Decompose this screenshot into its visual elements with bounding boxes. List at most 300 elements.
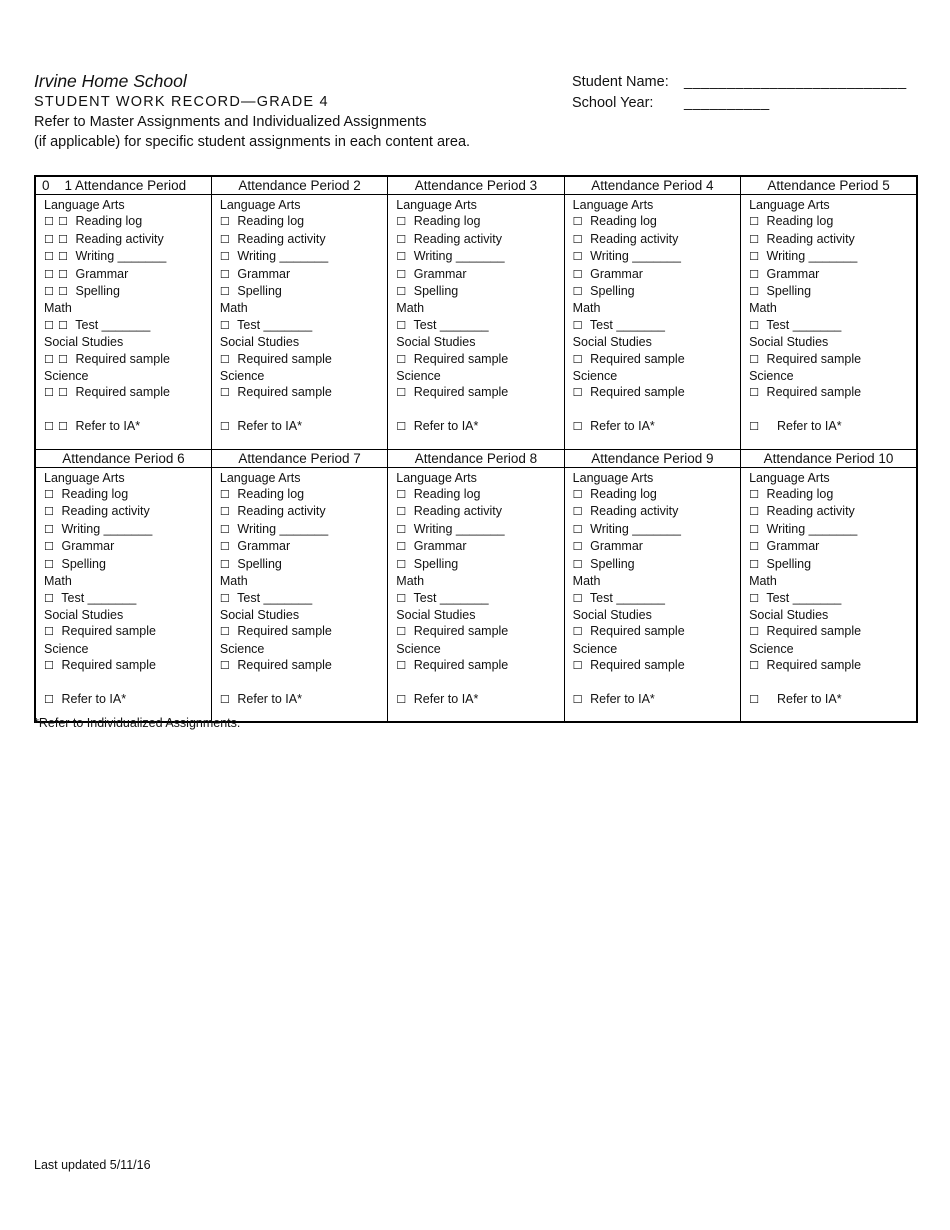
item-label: Language Arts [44,198,125,212]
checkbox[interactable]: ☐ [749,540,759,554]
item-label: Required sample [413,351,509,366]
item-label: Math [749,301,777,316]
checkbox[interactable]: ☐ [44,522,54,536]
checkbox[interactable]: ☐ [219,505,230,519]
checkbox[interactable]: ☐ [396,352,407,366]
checkbox[interactable]: ☐ [396,250,407,264]
checkbox[interactable]: ☐ [219,420,230,434]
item-label: Required sample [237,658,332,673]
checkbox[interactable]: ☐ [44,488,54,502]
checklist-item [44,213,203,230]
item-label: Test _______ [237,317,313,332]
checkbox[interactable]: ☐ [219,285,230,299]
page-title: STUDENT WORK RECORD—GRADE 4 [34,94,329,110]
checkbox[interactable]: ☐ [219,659,230,673]
item-label: Reading activity [590,504,679,519]
subject-heading [44,641,203,657]
checkbox[interactable]: ☐ [749,352,759,366]
checkbox[interactable]: ☐ [572,522,583,536]
checkbox[interactable]: ☐ [572,692,583,706]
period-header: Attendance Period 10 [741,449,917,467]
item-label: Science [749,641,794,656]
item-label: Refer to IA* [413,691,479,706]
subject-heading [396,197,555,213]
item-label: Writing _______ [413,249,505,264]
checkbox[interactable]: ☐ [58,386,68,400]
checkbox[interactable]: ☐ [749,488,759,502]
checkbox[interactable]: ☐ [749,250,759,264]
checklist-item [749,384,908,401]
item-label: Reading log [237,487,305,502]
item-label: Science [44,369,89,384]
checklist-item [396,521,555,538]
subject-heading [396,607,555,623]
item-label: Grammar [413,266,467,281]
item-label: Required sample [590,658,685,673]
checkbox[interactable]: ☐ [396,318,407,332]
subject-heading [749,368,908,384]
checkbox[interactable]: ☐ [58,285,68,299]
item-label: Refer to IA* [590,691,655,706]
checkbox[interactable]: ☐ [219,267,230,281]
period-cell [564,195,740,450]
checkbox[interactable]: ☐ [749,420,759,434]
period-cell [741,467,917,722]
checkbox[interactable]: ☐ [749,522,759,536]
item-label: Refer to IA* [590,419,655,434]
item-label: Refer to IA* [237,419,302,434]
checkbox[interactable]: ☐ [44,318,54,332]
checkbox[interactable]: ☐ [219,215,230,229]
item-label: Social Studies [44,607,124,622]
item-label: Reading log [75,214,143,229]
checkbox[interactable]: ☐ [396,488,407,502]
item-label: Grammar [75,266,129,281]
checklist-item [396,590,555,607]
checklist-item [749,538,908,555]
item-label: Required sample [237,385,332,400]
item-label: Spelling [766,556,812,571]
item-label: Social Studies [749,607,829,622]
item-label: Writing _______ [61,521,153,536]
subject-heading [220,334,379,350]
checklist-item [220,283,379,300]
subject-heading [44,300,203,316]
checklist-item [220,317,379,334]
checkbox[interactable]: ☐ [219,625,230,639]
checklist-item [573,657,732,674]
checkbox[interactable]: ☐ [572,250,583,264]
checklist-item [573,283,732,300]
checkbox[interactable]: ☐ [749,285,759,299]
checkbox[interactable]: ☐ [58,267,68,281]
item-label: Writing _______ [766,521,858,536]
checkbox[interactable]: ☐ [749,557,759,571]
checklist-item [749,556,908,573]
subject-heading [396,334,555,350]
item-label: Math [572,574,601,589]
subject-heading [220,368,379,384]
item-label: Grammar [237,539,291,554]
checkbox[interactable]: ☐ [58,318,68,332]
item-label: Required sample [237,351,332,366]
period-cell [211,195,387,450]
checklist-item [44,691,203,708]
item-label: Writing _______ [590,521,681,536]
checklist-item [220,248,379,265]
student-name-field[interactable]: __________________________ [684,74,907,90]
item-label: Required sample [75,385,170,400]
subject-heading [396,573,555,589]
checklist-item [396,538,555,555]
checkbox[interactable]: ☐ [219,250,230,264]
checkbox[interactable]: ☐ [572,318,583,332]
subject-heading [573,300,732,316]
checkbox[interactable]: ☐ [572,557,583,571]
checkbox[interactable]: ☐ [58,232,68,246]
checkbox[interactable]: ☐ [396,386,407,400]
checkbox[interactable]: ☐ [396,692,407,706]
spacer [573,675,732,691]
checklist-item [573,623,732,640]
item-label: Reading activity [237,504,326,519]
checkbox[interactable]: ☐ [749,659,759,673]
item-label: Science [572,369,618,384]
item-label: Social Studies [219,335,300,350]
spacer [220,402,379,418]
item-label: Grammar [590,539,643,554]
item-label: Required sample [413,658,509,673]
item-label: Required sample [413,385,509,400]
checkbox[interactable]: ☐ [44,557,54,571]
period-body-row [35,467,917,722]
checklist-item [749,283,908,300]
subject-heading [396,300,555,316]
last-updated: Last updated 5/11/16 [34,1158,151,1172]
checklist-item [749,691,908,708]
checkbox[interactable]: ☐ [44,232,54,246]
item-label: Test _______ [413,317,489,332]
checklist-item [44,623,203,640]
checklist-item [749,213,908,230]
checkbox[interactable]: ☐ [572,505,583,519]
checkbox[interactable]: ☐ [749,505,759,519]
item-label: Social Studies [749,335,829,350]
checklist-item [396,266,555,283]
checkbox[interactable]: ☐ [749,215,759,229]
period-header: Attendance Period 9 [564,449,740,467]
checklist-item [220,486,379,503]
item-label: Grammar [237,266,291,281]
checkbox[interactable]: ☐ [44,285,54,299]
item-label: Reading activity [75,231,164,246]
checklist-item [220,266,379,283]
work-record-table [34,175,918,723]
subject-heading [573,641,732,657]
checkbox[interactable]: ☐ [219,540,230,554]
checkbox[interactable]: ☐ [572,625,583,639]
checkbox[interactable]: ☐ [44,352,54,366]
checkbox[interactable]: ☐ [219,318,230,332]
checkbox[interactable]: ☐ [749,625,759,639]
checklist-item [749,623,908,640]
subject-heading [573,368,732,384]
checkbox[interactable]: ☐ [396,659,407,673]
checklist-item [573,521,732,538]
checklist-item [573,317,732,334]
checklist-item [573,486,732,503]
checkbox[interactable]: ☐ [44,591,54,605]
checklist-item [573,213,732,230]
checkbox[interactable]: ☐ [219,591,230,605]
item-label: Refer to IA* [61,691,127,706]
checkbox[interactable]: ☐ [44,625,54,639]
item-label: Social Studies [396,607,476,622]
item-label: Reading log [413,487,481,502]
checkbox[interactable]: ☐ [44,540,54,554]
checkbox[interactable]: ☐ [44,215,54,229]
checkbox[interactable]: ☐ [44,692,54,706]
subject-heading [573,334,732,350]
item-label: Reading activity [590,231,679,246]
checkbox[interactable]: ☐ [572,386,583,400]
checkbox[interactable]: ☐ [572,659,583,673]
item-label: Spelling [413,284,459,299]
subject-heading [220,641,379,657]
item-label: Spelling [237,556,282,571]
checklist-item [220,384,379,401]
checkbox[interactable]: ☐ [749,232,759,246]
checkbox[interactable]: ☐ [749,267,759,281]
checkbox[interactable]: ☐ [396,522,407,536]
subject-heading [396,470,555,486]
item-label: Reading log [61,487,129,502]
item-label: Language Arts [44,470,125,485]
period-cell [741,195,917,450]
item-label: Required sample [590,351,685,366]
period-header-row [35,449,917,467]
checkbox[interactable]: ☐ [58,215,68,229]
item-label: Grammar [766,266,820,281]
checklist-item [749,351,908,368]
item-label: Language Arts [396,470,477,485]
checklist-item [573,503,732,520]
period-cell [35,467,211,722]
instruction-line-2: (if applicable) for specific student assignments in each content area. [34,134,471,150]
checkbox[interactable]: ☐ [396,505,407,519]
checkbox[interactable]: ☐ [749,692,759,706]
checklist-item [396,231,555,248]
checkbox[interactable]: ☐ [44,505,54,519]
item-label: Science [396,369,441,384]
checklist-item [749,266,908,283]
item-label: Reading log [766,487,834,502]
checkbox[interactable]: ☐ [572,352,583,366]
checklist-item [44,351,203,368]
checklist-item [220,503,379,520]
checkbox[interactable]: ☐ [44,250,54,264]
checkbox[interactable]: ☐ [396,285,407,299]
subject-heading [749,334,908,350]
period-header: 0 1 Attendance Period [35,176,211,195]
checklist-item [44,283,203,300]
item-label: Spelling [237,284,282,299]
checklist-item [573,231,732,248]
checklist-item [749,486,908,503]
checkbox[interactable]: ☐ [396,420,407,434]
item-label: Language Arts [396,198,477,212]
spacer [573,402,732,418]
subject-heading [220,607,379,623]
item-label: Math [396,301,425,316]
checkbox[interactable]: ☐ [749,386,759,400]
checkbox[interactable]: ☐ [44,267,54,281]
checklist-item [573,691,732,708]
checkbox[interactable]: ☐ [572,591,583,605]
item-label: Writing _______ [413,521,505,536]
period-cell [388,195,564,450]
checklist-item [749,231,908,248]
checkbox[interactable]: ☐ [219,386,230,400]
school-year-field[interactable]: __________ [684,95,770,111]
item-label: Science [749,369,794,384]
checkbox[interactable]: ☐ [396,232,407,246]
checklist-item [44,503,203,520]
checkbox[interactable]: ☐ [44,386,54,400]
subject-heading [573,607,732,623]
checklist-item [44,266,203,283]
item-label: Math [44,574,72,589]
item-label: Writing _______ [590,249,681,264]
period-body-row [35,195,917,450]
checklist-item [396,657,555,674]
subject-heading [220,300,379,316]
checkbox[interactable]: ☐ [396,591,407,605]
checkbox[interactable]: ☐ [572,540,583,554]
item-label: Reading log [590,487,657,502]
checklist-item [44,486,203,503]
checkbox[interactable]: ☐ [219,232,230,246]
item-label: Social Studies [572,607,652,622]
checklist-item [573,266,732,283]
student-name-label: Student Name: [572,74,669,90]
checkbox[interactable]: ☐ [749,591,759,605]
item-label: Language Arts [572,198,654,212]
checkbox[interactable]: ☐ [219,488,230,502]
item-label: Spelling [413,556,459,571]
checkbox[interactable]: ☐ [396,267,407,281]
checklist-item [749,590,908,607]
checkbox[interactable]: ☐ [219,557,230,571]
checkbox[interactable]: ☐ [58,250,68,264]
item-label: Spelling [75,284,120,299]
checklist-item [749,418,908,435]
checklist-item [573,538,732,555]
checklist-item [749,317,908,334]
checkbox[interactable]: ☐ [44,420,54,434]
subject-heading [220,573,379,589]
checkbox[interactable]: ☐ [572,285,583,299]
period-header: Attendance Period 7 [211,449,387,467]
item-label: Required sample [61,658,156,673]
item-label: Required sample [413,624,509,639]
period-header-row [35,176,917,195]
checkbox[interactable]: ☐ [396,557,407,571]
item-label: Required sample [75,351,170,366]
checklist-item [396,248,555,265]
subject-heading [573,470,732,486]
spacer [396,402,555,418]
checklist-item [396,283,555,300]
item-label: Language Arts [749,198,830,212]
checkbox[interactable]: ☐ [572,267,583,281]
subject-heading [44,197,203,213]
checkbox[interactable]: ☐ [572,215,583,229]
checkbox[interactable]: ☐ [572,420,583,434]
checkbox[interactable]: ☐ [396,540,407,554]
item-label: Language Arts [749,470,830,485]
item-label: Test _______ [237,590,313,605]
item-label: Social Studies [572,335,652,350]
checkbox[interactable]: ☐ [396,625,407,639]
item-label: Grammar [766,539,820,554]
checkbox[interactable]: ☐ [219,522,230,536]
subject-heading [749,197,908,213]
period-cell [388,467,564,722]
item-label: Test _______ [413,590,489,605]
checklist-item [396,556,555,573]
period-header: Attendance Period 2 [211,176,387,195]
item-label: Reading log [237,214,305,229]
checklist-item [44,521,203,538]
checkbox[interactable]: ☐ [58,352,68,366]
item-label: Reading log [590,214,657,229]
checklist-item [44,538,203,555]
item-label: Language Arts [219,470,301,485]
spacer [44,402,203,418]
checkbox[interactable]: ☐ [572,232,583,246]
checklist-item [573,384,732,401]
school-name: Irvine Home School [34,71,187,91]
item-label: Required sample [766,351,862,366]
subject-heading [573,573,732,589]
checklist-item [220,213,379,230]
checklist-item [573,590,732,607]
student-info [572,72,912,114]
subject-heading [396,368,555,384]
checklist-item [220,691,379,708]
checklist-item [573,351,732,368]
item-label: Social Studies [396,335,476,350]
item-label: Math [396,574,425,589]
checkbox[interactable]: ☐ [396,215,407,229]
item-label: Science [44,641,89,656]
checklist-item [44,384,203,401]
item-label: Science [396,641,441,656]
item-label: Test _______ [589,317,665,332]
item-label: Refer to IA* [75,419,141,434]
item-label: Refer to IA* [766,419,842,434]
checkbox[interactable]: ☐ [58,420,68,434]
item-label: Required sample [237,624,332,639]
item-label: Writing _______ [766,249,858,264]
checkbox[interactable]: ☐ [44,659,54,673]
checkbox[interactable]: ☐ [219,692,230,706]
checkbox[interactable]: ☐ [749,318,759,332]
checkbox[interactable]: ☐ [572,488,583,502]
checkbox[interactable]: ☐ [219,352,230,366]
item-label: Math [749,574,777,589]
